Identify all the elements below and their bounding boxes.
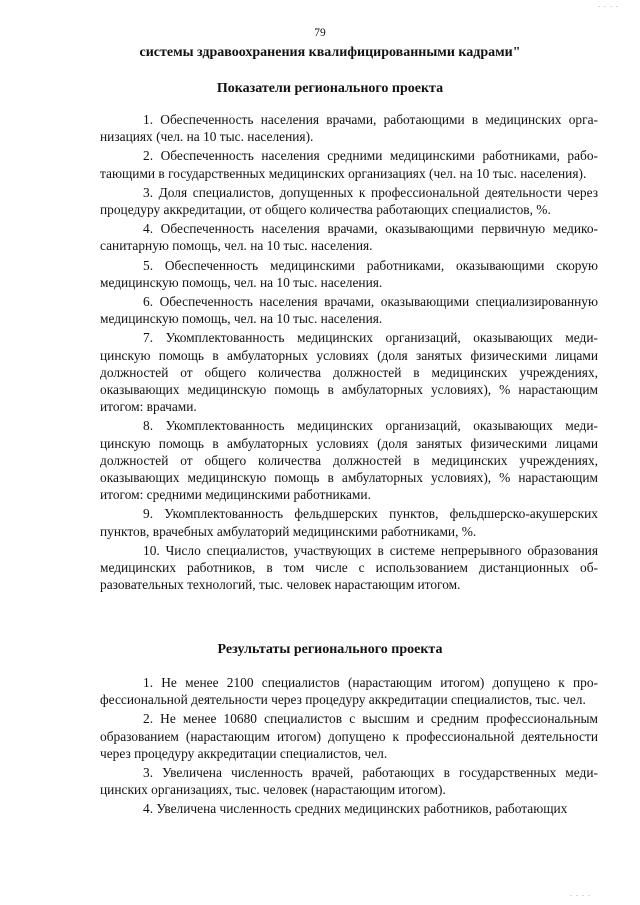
indicator-item: 8. Укомплектованность медицинских организаций, оказывающих медицинскую помощь в амбулаторных условиях (доля занятых физическими лицами должностей от общего количества должностей в медицинских учреждениях, оказывающих медицинскую помощь в амбулаторных условиях), % нарастающим итогом: средними медицинскими работниками.: [100, 418, 598, 503]
result-item: 4. Увеличена численность средних медицинских работников, работающих: [143, 801, 568, 817]
indicator-item: 10. Число специалистов, участвующих в системе непрерывного образования медицинских работников, в том числе с использованием дистанционных образовательных технологий, тыс. человек нарастающим итогом.: [100, 542, 598, 593]
indicator-item: 6. Обеспеченность населения врачами, оказывающими специализированную медицинскую помощь, чел. на 10 тыс. населения.: [100, 294, 598, 327]
results-title: Результаты регионального проекта: [217, 642, 443, 657]
results-list: [100, 674, 598, 818]
scan-mark-bottom: . . . .: [570, 889, 591, 898]
indicator-item: 1. Обеспеченность населения врачами, работающими в медицинских организациях (чел. на 10 тыс. населения).: [100, 112, 598, 145]
section-heading-continuation: системы здравоохранения квалифицированными кадрами": [139, 45, 521, 60]
result-item: 3. Увеличена численность врачей, работающих в государственных медицинских организациях, тыс. человек (нарастающим итогом).: [100, 765, 598, 798]
indicators-list: [100, 111, 598, 593]
indicator-item: 7. Укомплектованность медицинских организаций, оказывающих медицинскую помощь в амбулаторных условиях (доля занятых физическими лицами должностей от общего количества должностей в медицинских учреждениях, оказывающих медицинскую помощь в амбулаторных условиях), % нарастающим итогом: врачами.: [100, 330, 598, 415]
result-item: 1. Не менее 2100 специалистов (нарастающим итогом) допущено к профессиональной деятельности через процедуру аккредитации специалистов, тыс. чел.: [100, 675, 598, 708]
scan-mark-top: . . . .: [598, 0, 619, 9]
indicator-item: 5. Обеспеченность медицинскими работниками, оказывающими скорую медицинскую помощь, чел. на 10 тыс. населения.: [100, 257, 598, 290]
result-item: 2. Не менее 10680 специалистов с высшим и средним профессиональным образованием (нарастающим итогом) допущено к профессиональной деятельности через процедуру аккредитации специалистов, чел.: [100, 711, 598, 761]
page-number: 79: [314, 27, 326, 39]
indicators-title: Показатели регионального проекта: [216, 81, 444, 96]
indicator-item: 9. Укомплектованность фельдшерских пунктов, фельдшерско-акушерских пунктов, врачебных амбулаторий медицинскими работниками, %.: [100, 506, 598, 539]
indicator-item: 3. Доля специалистов, допущенных к профессиональной деятельности через процедуру аккредитации, от общего количества работающих специалистов, %.: [100, 184, 598, 218]
indicator-item: 4. Обеспеченность населения врачами, оказывающими первичную медико-санитарную помощь, чел. на 10 тыс. населения.: [100, 221, 598, 254]
indicator-item: 2. Обеспеченность населения средними медицинскими работниками, работающими в государственных медицинских организациях (чел. на 10 тыс. населения).: [100, 148, 598, 181]
